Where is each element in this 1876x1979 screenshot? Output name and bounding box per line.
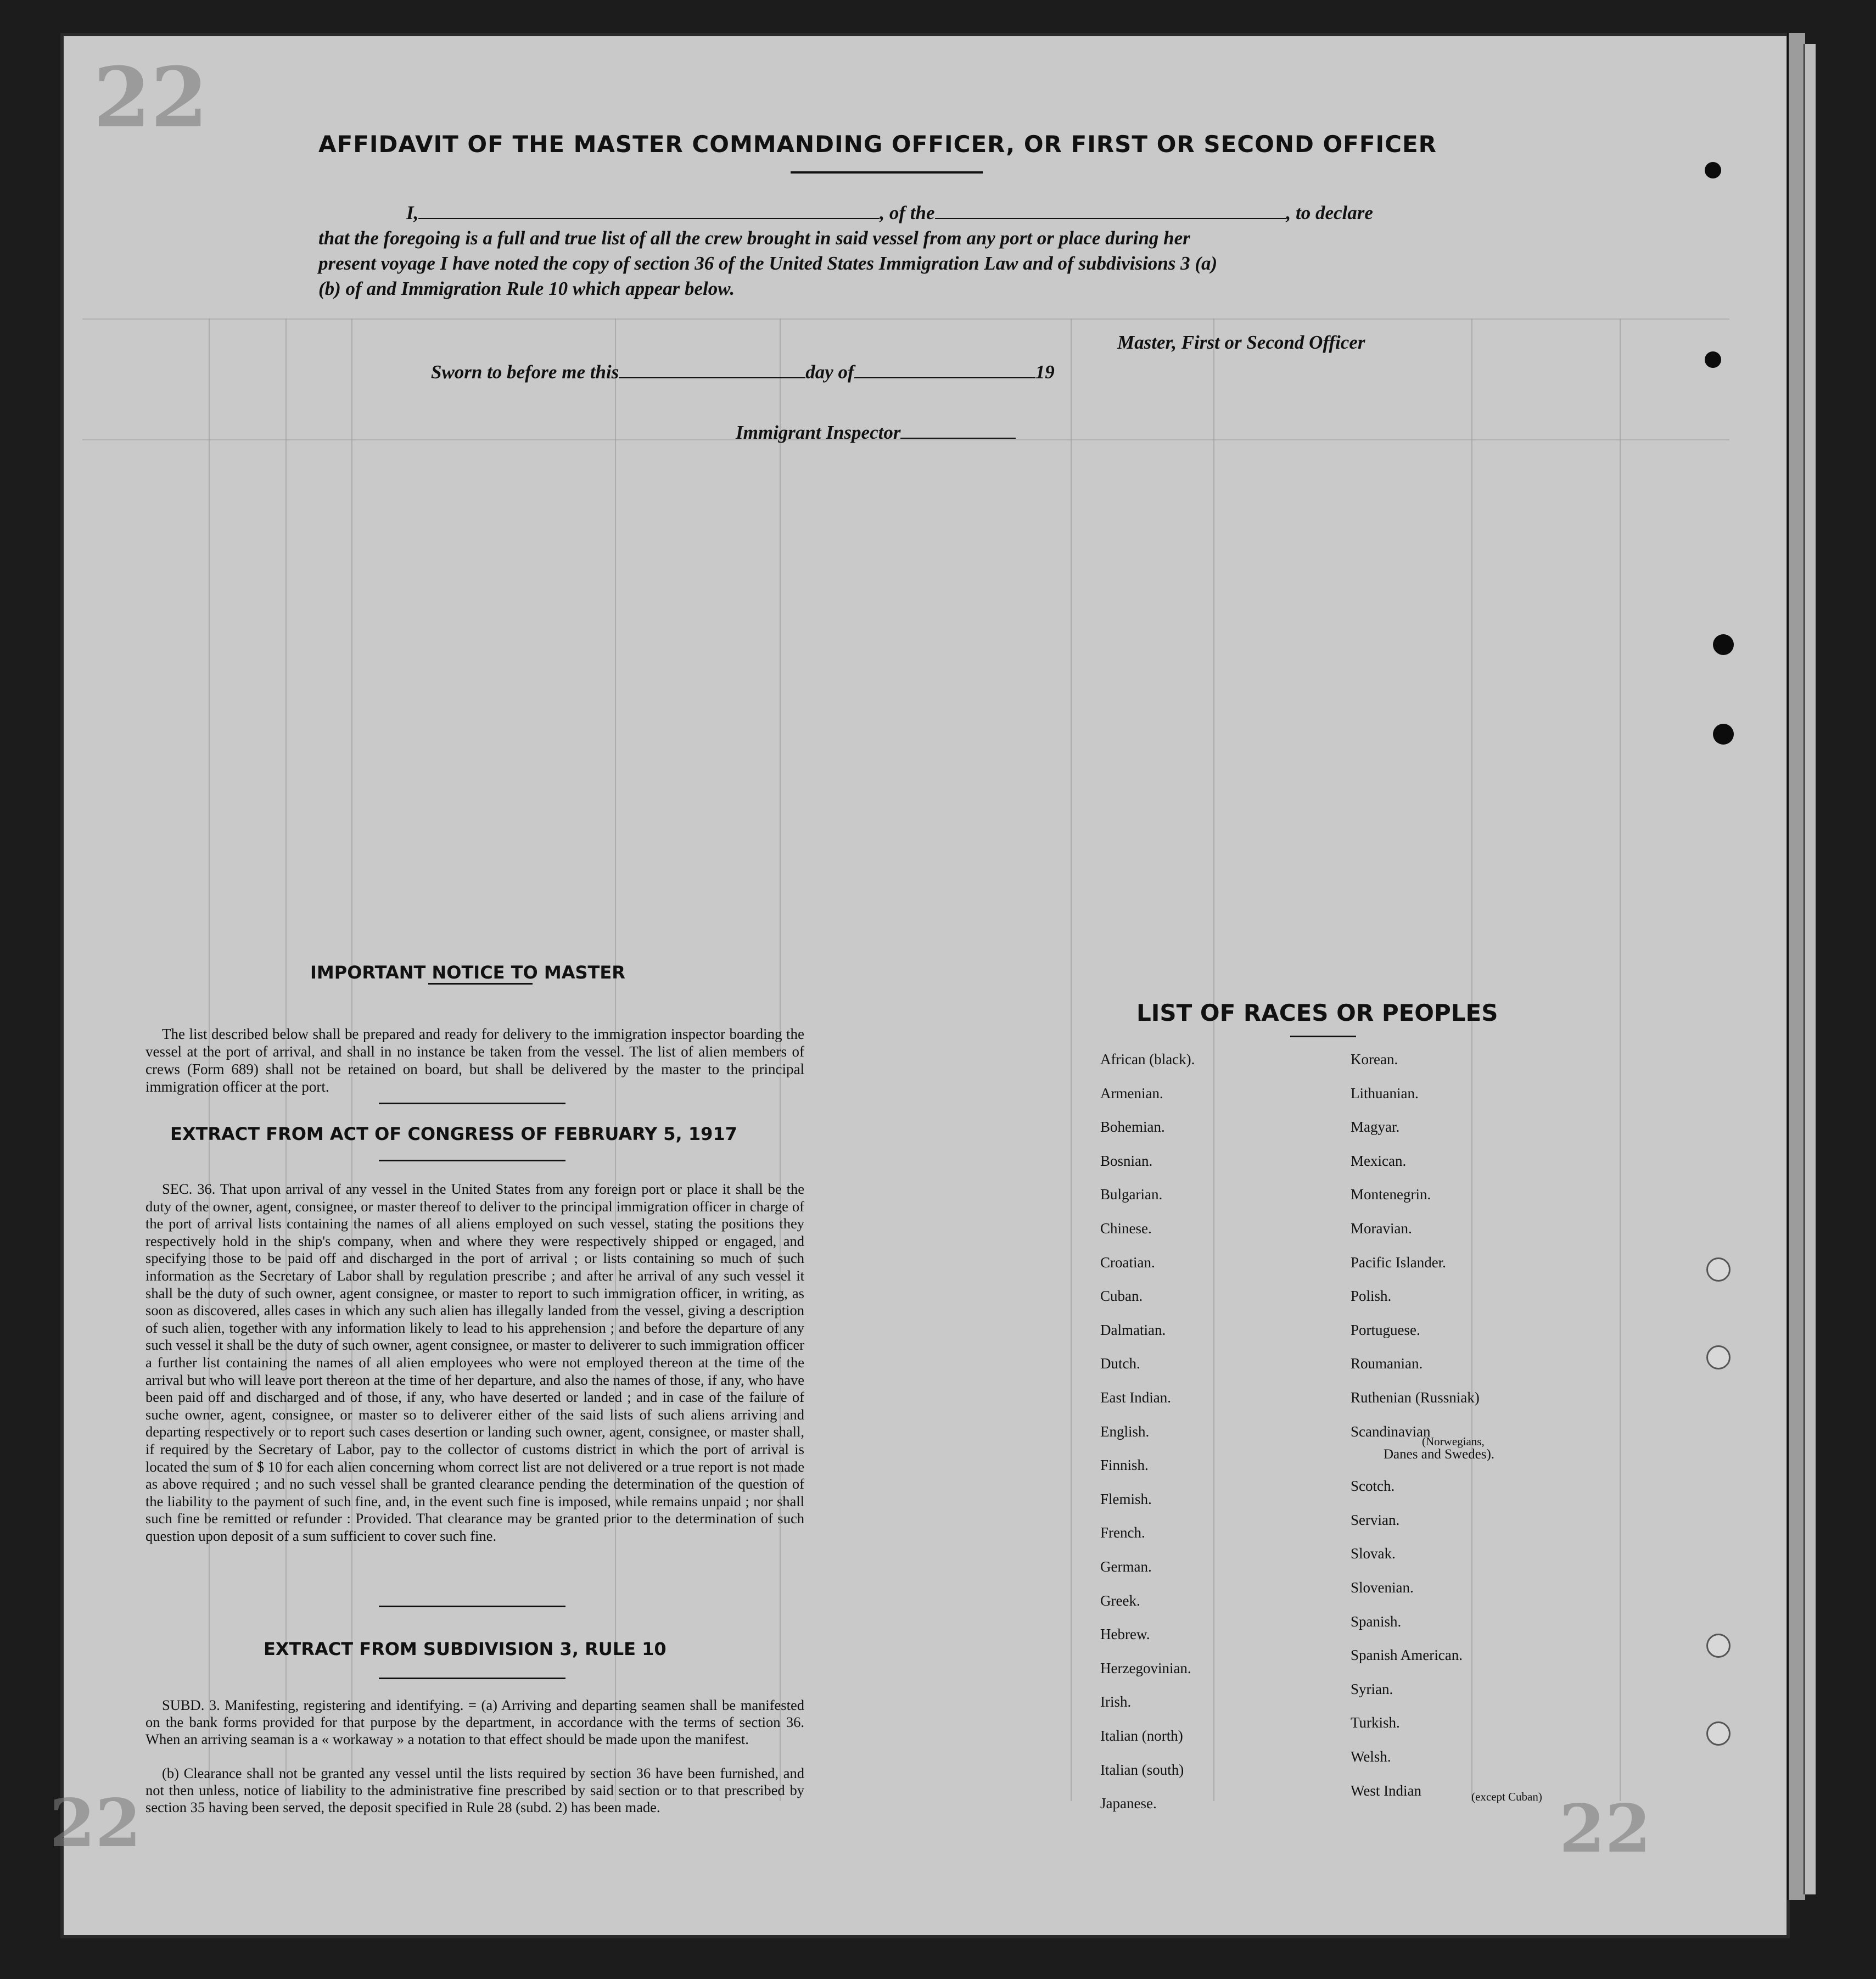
race-item: Scandinavian bbox=[1351, 1423, 1431, 1440]
name-blank[interactable] bbox=[418, 218, 880, 219]
reinforcement-ring bbox=[1706, 1721, 1731, 1746]
scandinavian-note-1: (Norwegians, bbox=[1422, 1435, 1485, 1448]
races-title: LIST OF RACES OR PEOPLES bbox=[1136, 999, 1498, 1026]
inspector-blank[interactable] bbox=[900, 438, 1016, 439]
reinforcement-ring bbox=[1706, 1345, 1731, 1369]
race-item: Spanish American. bbox=[1351, 1647, 1463, 1664]
bleed-grid-line bbox=[1620, 318, 1621, 1801]
race-item: Armenian. bbox=[1100, 1084, 1163, 1102]
binder-hole bbox=[1713, 724, 1734, 745]
affidavit-line-3: present voyage I have noted the copy of section 36 of the United States Immigration Law and of subdivisions 3 (a) bbox=[318, 253, 1218, 274]
race-item: Japanese. bbox=[1100, 1795, 1157, 1812]
race-item: Korean. bbox=[1351, 1051, 1398, 1067]
race-item: Dalmatian. bbox=[1100, 1321, 1166, 1338]
reinforcement-ring bbox=[1706, 1634, 1731, 1658]
race-item: Cuban. bbox=[1100, 1288, 1143, 1305]
race-item: Roumanian. bbox=[1351, 1355, 1423, 1372]
race-item: Italian (north) bbox=[1100, 1728, 1183, 1744]
page-edge-underlay bbox=[1804, 44, 1816, 1894]
act-extract-underline bbox=[379, 1160, 565, 1161]
day-of-label: day of bbox=[805, 361, 854, 383]
scandinavian-note-2: Danes and Swedes). bbox=[1384, 1447, 1495, 1462]
race-item: Montenegrin. bbox=[1351, 1186, 1431, 1203]
sworn-line bbox=[431, 361, 1055, 383]
vessel-blank[interactable] bbox=[935, 218, 1286, 219]
affidavit-i-label: I, bbox=[406, 202, 419, 223]
binder-hole bbox=[1705, 351, 1721, 368]
notice-text: The list described below shall be prepared and ready for delivery to the immigration inspector boarding the vessel at the port of arrival, and shall in no instance be taken from the vessel. The list of alien members of crews (Form 689) shall not be retained on board, but shall be delivered by the master to the principal immigration officer at the port. bbox=[145, 1026, 804, 1095]
race-item: Welsh. bbox=[1351, 1748, 1391, 1765]
sworn-day-blank[interactable] bbox=[619, 377, 805, 378]
race-item: Magyar. bbox=[1351, 1119, 1400, 1136]
bleed-grid-line bbox=[1213, 318, 1214, 1801]
binder-hole bbox=[1705, 162, 1721, 178]
race-item: Ruthenian (Russniak) bbox=[1351, 1389, 1480, 1406]
notice-underline bbox=[428, 983, 533, 985]
rule-extract-separator bbox=[379, 1606, 565, 1607]
race-item: Spanish. bbox=[1351, 1613, 1402, 1630]
race-item: Irish. bbox=[1100, 1693, 1132, 1710]
race-item: Slovenian. bbox=[1351, 1579, 1414, 1596]
inspector-line bbox=[736, 422, 1016, 444]
race-item: West Indian bbox=[1351, 1782, 1422, 1799]
page-edge bbox=[1787, 33, 1805, 1900]
races-underline bbox=[1290, 1036, 1356, 1037]
inspector-label: Immigrant Inspector bbox=[736, 422, 901, 443]
bleed-grid-line bbox=[1071, 318, 1072, 1801]
bleed-grid-line bbox=[1471, 318, 1472, 1801]
month-blank[interactable] bbox=[854, 377, 1035, 378]
reinforcement-ring bbox=[1706, 1257, 1731, 1282]
race-item: French. bbox=[1100, 1524, 1145, 1541]
race-item: Servian. bbox=[1351, 1511, 1400, 1528]
race-item: German. bbox=[1100, 1558, 1152, 1575]
race-item: Flemish. bbox=[1100, 1490, 1152, 1507]
affidavit-of-the-label: , of the bbox=[880, 202, 935, 223]
west-indian-note: (except Cuban) bbox=[1471, 1790, 1542, 1803]
race-item: Bosnian. bbox=[1100, 1152, 1153, 1169]
affidavit-line-2: that the foregoing is a full and true list of all the crew brought in said vessel from any port or place during her bbox=[318, 227, 1190, 249]
race-item: Hebrew. bbox=[1100, 1626, 1150, 1643]
race-item: Moravian. bbox=[1351, 1220, 1412, 1237]
bleed-grid-line bbox=[82, 318, 1729, 320]
affidavit-to-declare-label: , to declare bbox=[1286, 202, 1373, 223]
race-item: Chinese. bbox=[1100, 1220, 1152, 1237]
section-36-text: SEC. 36. That upon arrival of any vessel in the United States from any foreign port or place it shall be the duty of the owner, agent, consignee, or master thereof to deliver to the principal immigration officer in charge of the port of arrival lists containing the names of all aliens employed on such vessel, stating the positions they respectively hold in the ship's company, when and where they were respectively shipped or engaged, and specifying those to be paid off and discharged in the port of arrival ; or lists containing so much of such information as the Secretary of Labor shall by regulation prescribe ; and after he arrival of any such vessel it shall be the duty of such owner, agent consignee, or master to report to such immigration officer, in writing, as soon as discovered, alles cases in which any such alien has illegally landed from the vessel, giving a description of such alien, together with any information likely to lead to his apprehension ; and before the departure of any such vessel it shall be the duty of such owner, agent consignee, or master to deliverer to such immigration officer a further list containing the names of all alien employees who were not employed thereon at the time of the arrival but who will leave port thereon at the time of her departure, and also the names of those, if any, who have been paid off and discharged and of those, if any, who have deserted or landed ; and in case of the failure of suche owner, agent, consignee, or master so to deliverer either of the said lists of such aliens arriving and departing respectively or to report such cases desertion or landing such owner, agent, consignee, or master shall, if required by the Secretary of Labor, pay to the collector of customs district in which the port of arrival is located the sum of $ 10 for each alien concerning whom correct list are not delivered or a true report is not made as above required ; and no such vessel shall be granted clearance pending the determination of the question of the liability to the payment of such fine, and, in the event such fine is imposed, while remains unpaid ; nor shall such fine be remitted or refunder : Provided. That clearance may be granted prior to the determination of such question upon deposit of a sum sufficient to cover such fine. bbox=[145, 1181, 804, 1544]
race-item: Turkish. bbox=[1351, 1714, 1400, 1731]
race-item: Finnish. bbox=[1100, 1457, 1149, 1474]
race-item: Portuguese. bbox=[1351, 1321, 1420, 1338]
race-item: Croatian. bbox=[1100, 1254, 1155, 1271]
ghost-page-number: 22 bbox=[49, 1785, 141, 1862]
ghost-page-number: 22 bbox=[1559, 1790, 1651, 1868]
race-item: African (black). bbox=[1100, 1051, 1195, 1067]
race-item: Bohemian. bbox=[1100, 1119, 1165, 1136]
race-item: Mexican. bbox=[1351, 1152, 1407, 1169]
year-label: 19 bbox=[1035, 361, 1055, 383]
race-item: Italian (south) bbox=[1100, 1761, 1184, 1778]
race-item: East Indian. bbox=[1100, 1389, 1171, 1406]
race-item: Pacific Islander. bbox=[1351, 1254, 1446, 1271]
sworn-label: Sworn to before me this bbox=[431, 361, 619, 383]
race-item: Lithuanian. bbox=[1351, 1084, 1419, 1102]
race-item: Polish. bbox=[1351, 1288, 1392, 1305]
subdivision-a-text: SUBD. 3. Manifesting, registering and identifying. = (a) Arriving and departing seamen shall be manifested on the bank forms provided for that purpose by the department, in accordance with the terms of section 36. When an arriving seaman is a « workaway » a notation to that effect should be made upon the manifest. bbox=[145, 1697, 804, 1747]
race-item: Herzegovinian. bbox=[1100, 1659, 1191, 1676]
race-item: Syrian. bbox=[1351, 1680, 1393, 1697]
affidavit-title: AFFIDAVIT OF THE MASTER COMMANDING OFFICER, OR FIRST OR SECOND OFFICER bbox=[318, 131, 1437, 158]
affidavit-line-1 bbox=[406, 202, 1373, 224]
notice-title: IMPORTANT NOTICE TO MASTER bbox=[310, 962, 625, 983]
rule-extract-underline bbox=[379, 1678, 565, 1679]
race-item: Bulgarian. bbox=[1100, 1186, 1163, 1203]
affidavit-line-4: (b) of and Immigration Rule 10 which appear below. bbox=[318, 278, 735, 299]
race-item: Greek. bbox=[1100, 1592, 1140, 1609]
subdivision-b-text: (b) Clearance shall not be granted any vessel until the lists required by section 36 have been furnished, and not then unless, notice of liability to the administrative fine prescribed by said section or to that prescribed by section 35 having been served, the deposit specified in Rule 28 (subd. 2) has been made. bbox=[145, 1765, 804, 1815]
notice-separator bbox=[379, 1103, 565, 1104]
race-item: Scotch. bbox=[1351, 1478, 1395, 1495]
race-item: Dutch. bbox=[1100, 1355, 1140, 1372]
rule-extract-title: EXTRACT FROM SUBDIVISION 3, RULE 10 bbox=[264, 1639, 667, 1659]
master-signature-label: Master, First or Second Officer bbox=[1117, 332, 1365, 353]
title-underline bbox=[791, 171, 983, 174]
race-item: Slovak. bbox=[1351, 1545, 1396, 1562]
act-extract-title: EXTRACT FROM ACT OF CONGRESS OF FEBRUARY 5, 1917 bbox=[170, 1123, 737, 1144]
ghost-page-number: 22 bbox=[93, 49, 208, 146]
race-item: English. bbox=[1100, 1423, 1150, 1440]
binder-hole bbox=[1713, 634, 1734, 655]
